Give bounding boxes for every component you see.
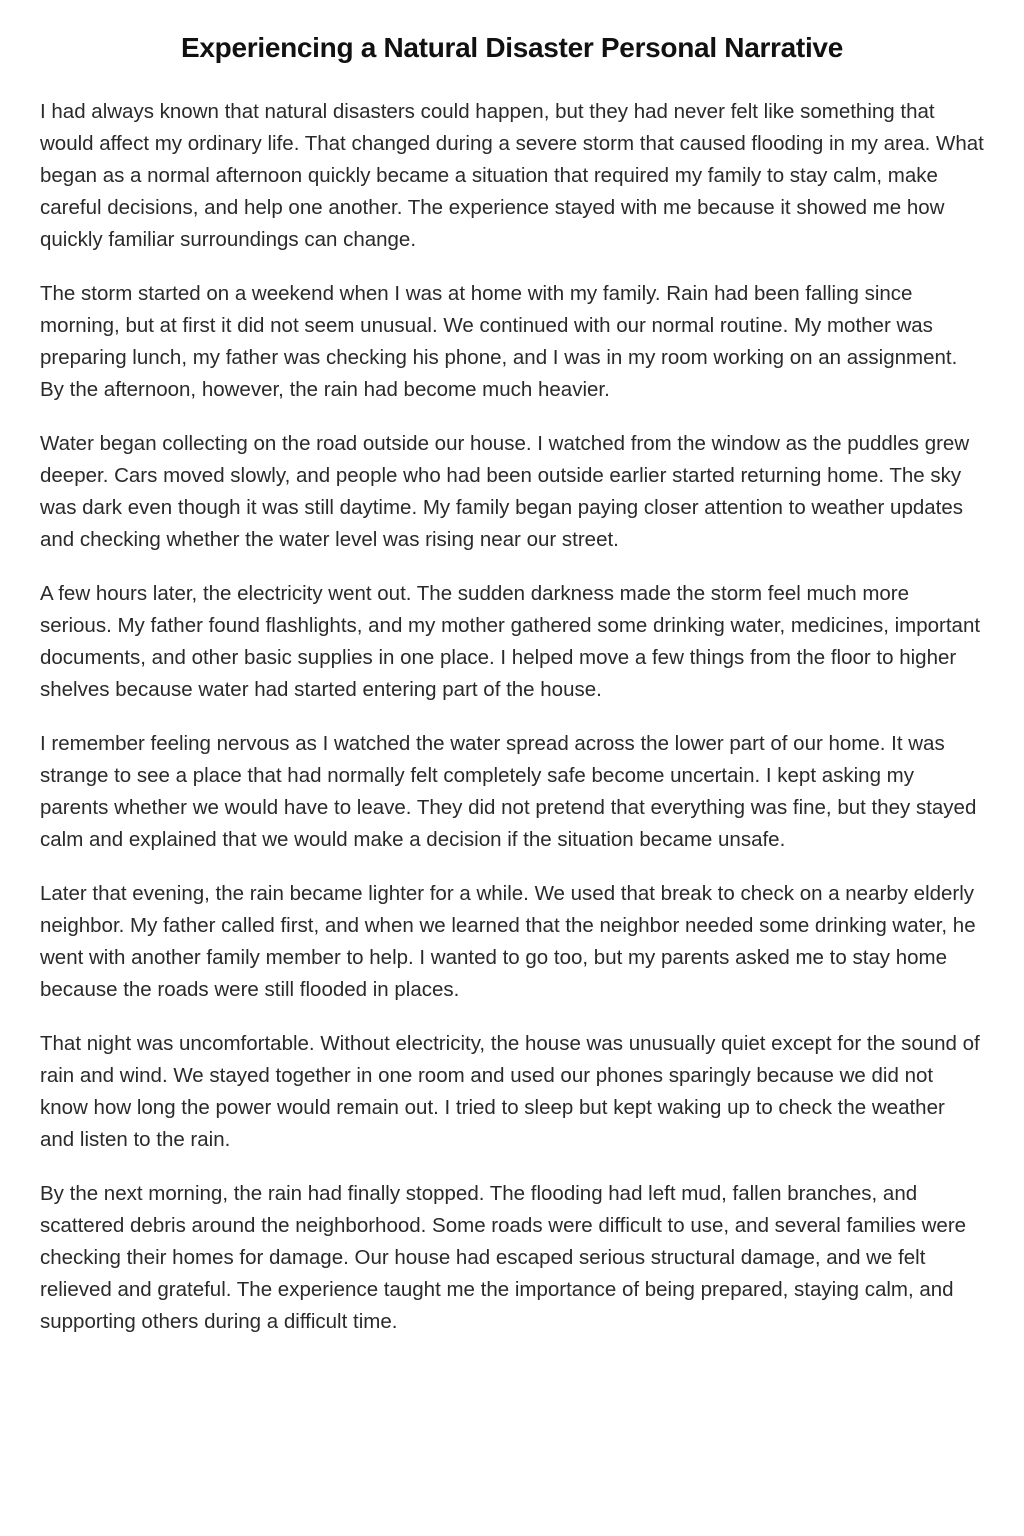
document-title: Experiencing a Natural Disaster Personal Narrative: [181, 32, 843, 63]
paragraph-5: I remember feeling nervous as I watched the water spread across the lower part of our home. It was strange to see a place that had normally felt completely safe become uncertain. I kept asking my parents whether we would have to leave. They did not pretend that everything was fine, but they stayed calm and explained that we would make a decision if the situation became unsafe.: [40, 732, 977, 851]
paragraph-1: I had always known that natural disasters could happen, but they had never felt like something that would affect my ordinary life. That changed during a severe storm that caused flooding in my area. What began as a normal afternoon quickly became a situation that required my family to stay calm, make careful decisions, and help one another. The experience stayed with me because it showed me how quickly familiar surroundings can change.: [40, 100, 984, 251]
paragraph-7: That night was uncomfortable. Without electricity, the house was unusually quiet except for the sound of rain and wind. We stayed together in one room and used our phones sparingly because we did not know how long the power would remain out. I tried to sleep but kept waking up to check the weather and listen to the rain.: [40, 1032, 980, 1151]
paragraph-2: The storm started on a weekend when I was at home with my family. Rain had been falling since morning, but at first it did not seem unusual. We continued with our normal routine. My mother was preparing lunch, my father was checking his phone, and I was in my room working on an assignment. By the afternoon, however, the rain had become much heavier.: [40, 282, 958, 401]
paragraph-3: Water began collecting on the road outside our house. I watched from the window as the puddles grew deeper. Cars moved slowly, and people who had been outside earlier started returning home. The sky was dark even though it was still daytime. My family began paying closer attention to weather updates and checking whether the water level was rising near our street.: [40, 432, 970, 551]
paragraph-4: A few hours later, the electricity went out. The sudden darkness made the storm feel much more serious. My father found flashlights, and my mother gathered some drinking water, medicines, important documents, and other basic supplies in one place. I helped move a few things from the floor to higher shelves because water had started entering part of the house.: [40, 582, 981, 701]
paragraph-8: By the next morning, the rain had finally stopped. The flooding had left mud, fallen branches, and scattered debris around the neighborhood. Some roads were difficult to use, and several families were checking their homes for damage. Our house had escaped serious structural damage, and we felt relieved and grateful. The experience taught me the importance of being prepared, staying calm, and supporting others during a difficult time.: [40, 1182, 967, 1333]
paragraph-6: Later that evening, the rain became lighter for a while. We used that break to check on a nearby elderly neighbor. My father called first, and when we learned that the neighbor needed some drinking water, he went with another family member to help. I wanted to go too, but my parents asked me to stay home because the roads were still flooded in places.: [40, 882, 976, 1001]
